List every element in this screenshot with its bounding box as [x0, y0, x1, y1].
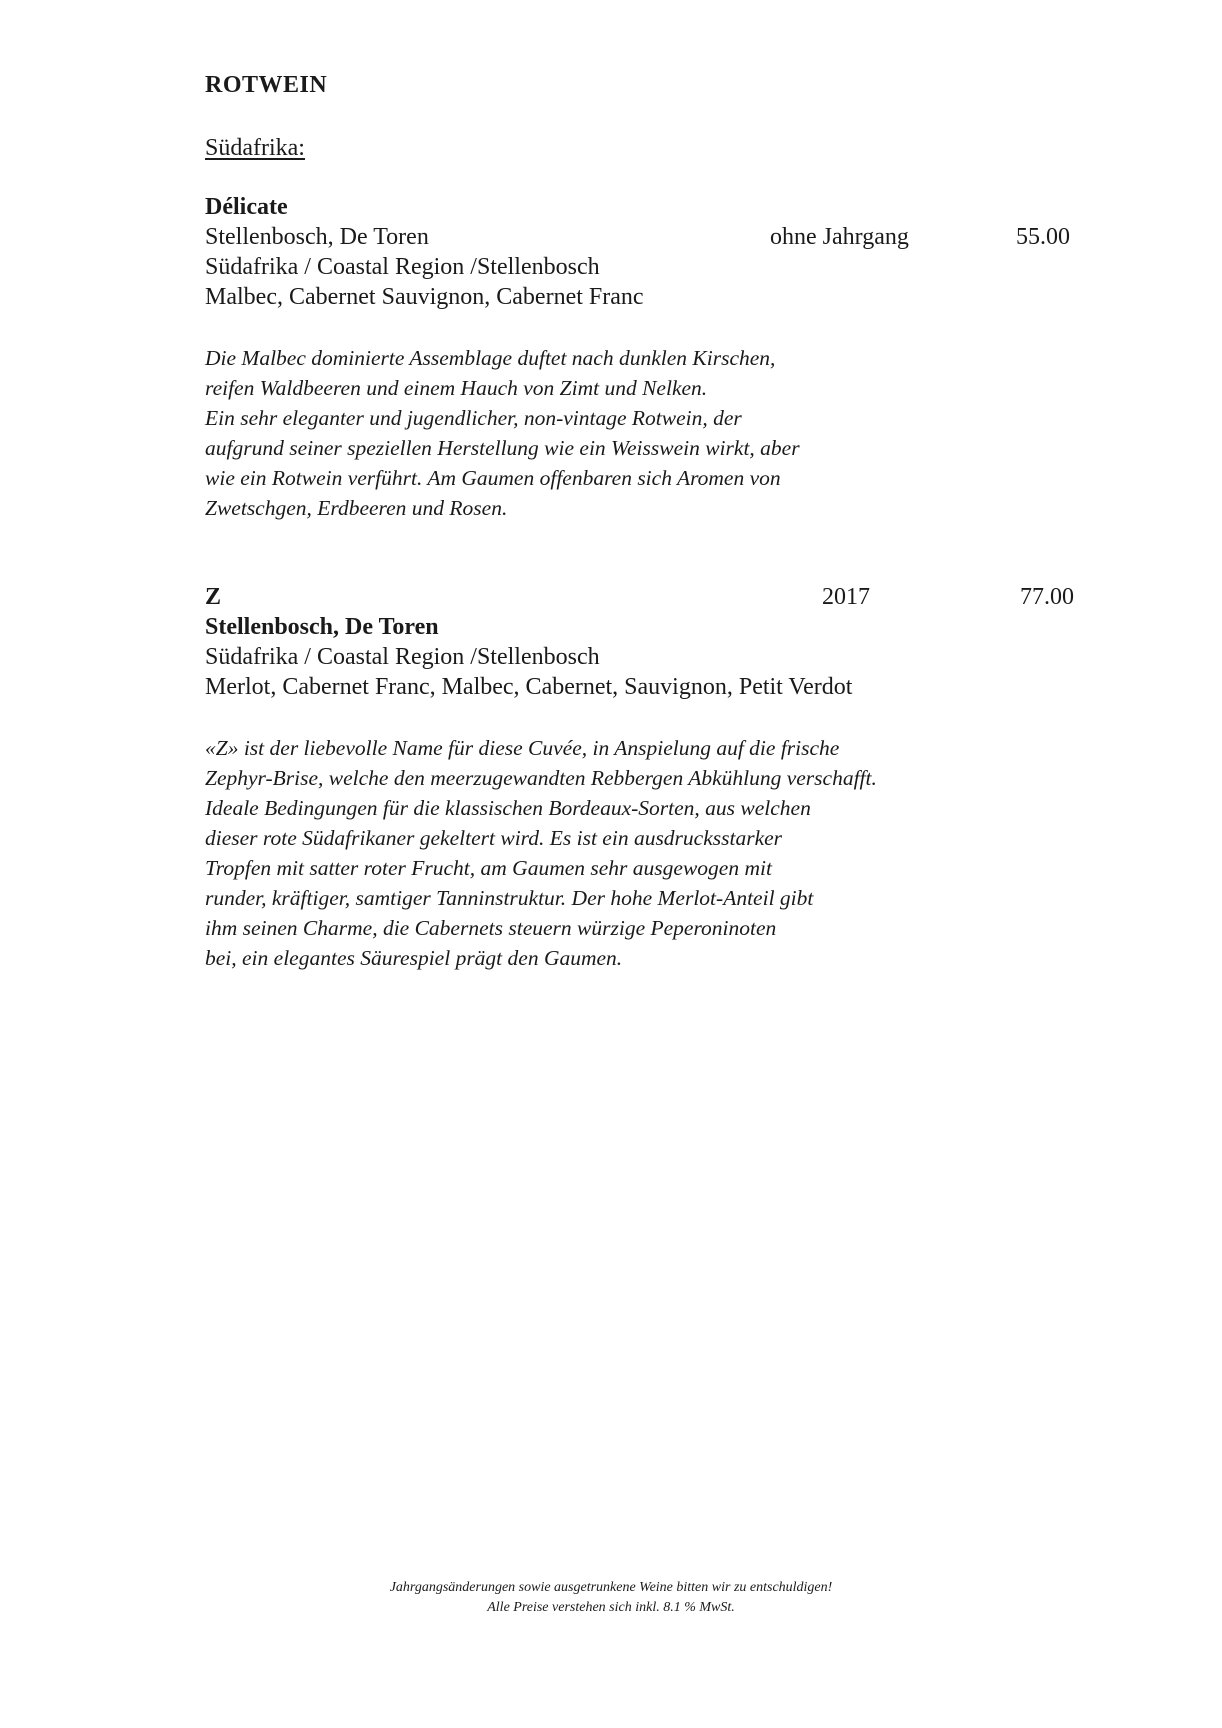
- wine-name: Délicate: [205, 194, 288, 220]
- wine-origin: Südafrika / Coastal Region /Stellenbosch: [205, 254, 600, 280]
- description-line: wie ein Rotwein verführt. Am Gaumen offenbaren sich Aromen von: [205, 466, 781, 490]
- wine-vintage: ohne Jahrgang: [770, 224, 909, 250]
- footer-note: Jahrgangsänderungen sowie ausgetrunkene Weine bitten wir zu entschuldigen!: [389, 1580, 833, 1595]
- wine-grapes: Malbec, Cabernet Sauvignon, Cabernet Franc: [205, 284, 644, 310]
- footer-tax-note: Alle Preise verstehen sich inkl. 8.1 % MwSt.: [487, 1600, 735, 1615]
- description-line: Tropfen mit satter roter Frucht, am Gaumen sehr ausgewogen mit: [205, 856, 772, 880]
- description-line: dieser rote Südafrikaner gekeltert wird. Es ist ein ausdrucksstarker: [205, 826, 783, 850]
- section-heading: ROTWEIN: [205, 72, 328, 98]
- page-footer: [0, 1578, 1222, 1618]
- description-line: runder, kräftiger, samtiger Tanninstruktur. Der hohe Merlot-Anteil gibt: [205, 886, 814, 910]
- wine-price: 55.00: [1016, 224, 1070, 250]
- wine-name: Z: [205, 584, 222, 610]
- wine-grapes: Merlot, Cabernet Franc, Malbec, Cabernet, Sauvignon, Petit Verdot: [205, 674, 853, 700]
- wine-description: [205, 343, 800, 523]
- wine-producer: Stellenbosch, De Toren: [205, 614, 439, 640]
- wine-price: 77.00: [1020, 584, 1074, 610]
- wine-description: [205, 733, 877, 973]
- description-line: ihm seinen Charme, die Cabernets steuern würzige Peperoninoten: [205, 916, 777, 940]
- description-line: «Z» ist der liebevolle Name für diese Cuvée, in Anspielung auf die frische: [205, 736, 840, 760]
- description-line: Ideale Bedingungen für die klassischen Bordeaux-Sorten, aus welchen: [205, 796, 811, 820]
- wine-vintage: 2017: [822, 584, 870, 610]
- description-line: bei, ein elegantes Säurespiel prägt den Gaumen.: [205, 946, 623, 970]
- description-line: Zephyr-Brise, welche den meerzugewandten Rebbergen Abkühlung verschafft.: [205, 766, 877, 790]
- wine-producer: Stellenbosch, De Toren: [205, 224, 429, 250]
- description-line: reifen Waldbeeren und einem Hauch von Zimt und Nelken.: [205, 376, 708, 400]
- wine-origin: Südafrika / Coastal Region /Stellenbosch: [205, 644, 600, 670]
- description-line: Zwetschgen, Erdbeeren und Rosen.: [205, 496, 508, 520]
- description-line: Die Malbec dominierte Assemblage duftet nach dunklen Kirschen,: [205, 346, 776, 370]
- description-line: Ein sehr eleganter und jugendlicher, non-vintage Rotwein, der: [205, 406, 742, 430]
- region-heading: Südafrika:: [205, 135, 305, 161]
- description-line: aufgrund seiner speziellen Herstellung wie ein Weisswein wirkt, aber: [205, 436, 800, 460]
